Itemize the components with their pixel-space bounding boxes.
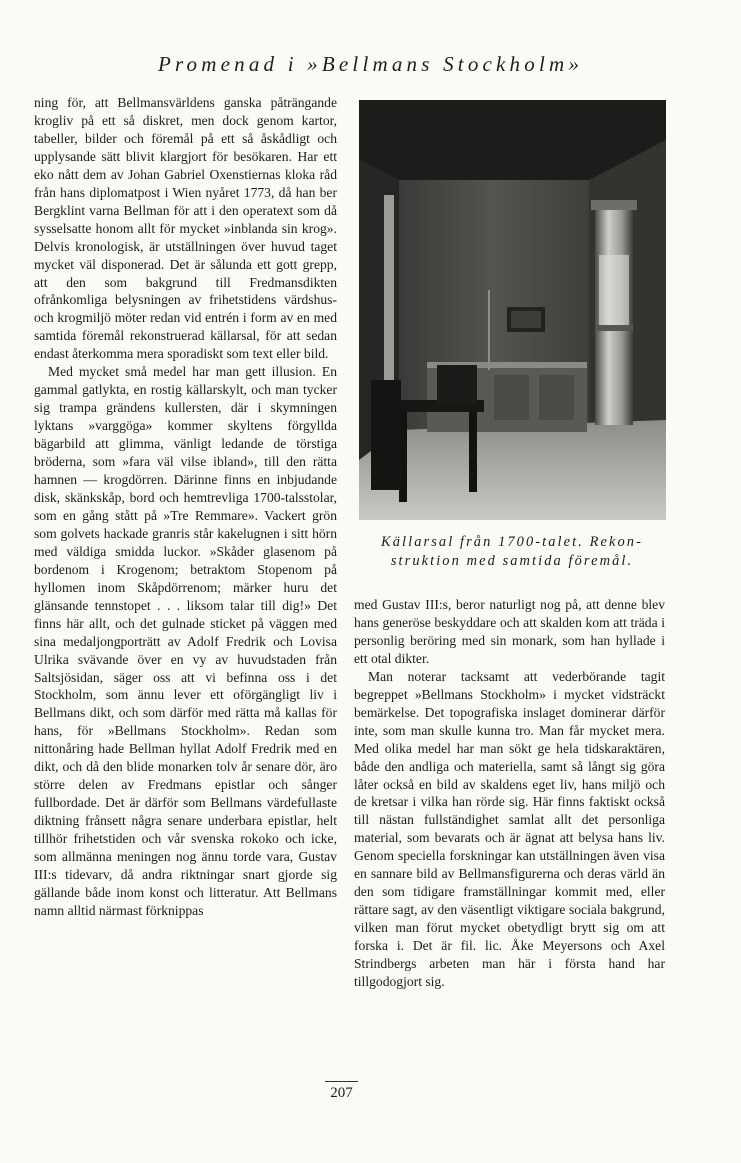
page-number-rule (325, 1081, 358, 1082)
cellar-hall-photograph (359, 100, 666, 520)
body-paragraph: ning för, att Bellmansvärldens ganska påträngande krogliv på ett så diskret, men dock genom kartor, tabeller, bilder och föremål på ett så åskådligt och upplysande sätt blivit klargjort för besökaren. Har ett eko nått dem av Johan Gabriel Oxenstiernas kloka råd från hans diplomatpost i Wien nyåret 1773, då han ber Bergklint varna Bellman för att i den operatext som då sysselsatte honom allt för mycket »inblanda sin krog». Delvis kronologisk, är utställningen över huvud taget mycket väl disponerad. Det är sålunda ett gott grepp, att den som bakgrund till Fredmansdikten ofrånkomliga belysningen av frihetstidens värdshus- och krogmiljö möter redan vid entrén i form av en med samtida föremål rekonstruerad källarsal, för att sedan endast återkomma mera sporadiskt som text eller bild. (34, 95, 337, 362)
caption-line: struktion med samtida föremål. (390, 553, 634, 569)
body-paragraph: Man noterar tacksamt att vederbörande tagit begreppet »Bellmans Stockholm» i mycket vidsträckt bemärkelse. Det topografiska inslaget dominerar därför inte, som man skulle kunna tro. Man får mycket mera. Med olika medel har man sökt ge hela tidskaraktären, både den andliga och materiella, samt så långt sig göra låter också en bild av skaldens eget liv, hans miljö och de kretsar i vilka han rörde sig. Här finns faktiskt också till nästan fullständighet samlat allt det personliga material, som bevarats och är ägnat att belysa hans liv. Genom speciella forskningar kan utställningen även visa en sannare bild av Bellmansfigurerna och deras värld än den som tidigare framställningar kommit med, eller rättare sagt, av den väsentligt viktigare sociala bakgrund, vilken man förut mycket obetydligt brytt sig om att forska i. Det är fil. lic. Åke Meyersons och Axel Strindbergs arbeten man här i första hand har tillgodogjort sig. (354, 668, 665, 990)
running-title: Promenad i »Bellmans Stockholm» (157, 52, 584, 76)
page-number: 207 (330, 1085, 353, 1101)
figure-caption (350, 533, 674, 571)
caption-line: Källarsal från 1700-talet. Rekon- (381, 534, 643, 550)
right-text-column (354, 596, 665, 991)
body-paragraph: Med mycket små medel har man gett illusion. En gammal gatlykta, en rostig källarskylt, och man tycker sig trampa grändens kullersten, där i skymningen lyktans »varggöga» kommer skyltens förgyllda bägarbild att glimma, vänligt ledande de törstiga bröderna, som »fara väl vilse ibland», till den rätta hamnen — krogdörren. Därinne finns en inbjudande disk, skänkskåp, bord och hemtrevliga 1700-talsstolar, som en gång stått på »Tre Remmare». Vackert grön som golvets hackade granris står kakelugnen i sitt hörn med väldiga smidda luckor. »Skåder glasenom på bordenom i Krogenom; betraktom Stopenom på hyllomen inom Skåpdörrenom; märker huru det glänsande tennstopet . . . liksom talar till dig!» Det finns här allt, och det gulnade sticket på väggen med sina medaljongporträtt av Adolf Fredrik och Lovisa Ulrika svävande över en vy av huvudstaden från Saltsjösidan, säger oss att vi befinna oss i det Stockholm, som ännu lever ett oförgängligt liv i Bellmans dikt, och som därför med rätta må kallas för hans, för »Bellmans Stockholm». Redan som nittonåring hade Bellman hyllat Adolf Fredrik med en dikt, och då den blide monarken tolv år senare dör, äro större delen av Fredmans epistlar och sånger fullbordade. Det är därför som Bellmans värdefullaste diktning frånsett några senare underbara epistlar, helt tillhör frihetstiden och vår svenska rokoko och icke, som allmänna meningen nog ännu torde vara, Gustav III:s tidevarv, då andra riktningar snart gjorde sig gällande både inom konst och litteratur. Att Bellmans namn alltid närmast förknippas (34, 364, 337, 918)
body-paragraph: med Gustav III:s, beror naturligt nog på, att denne blev hans generöse beskyddare och att skalden kom att träda i personlig beröring med sin monark, som han hyllade i ett otal dikter. (354, 597, 665, 666)
left-text-column (34, 94, 337, 920)
